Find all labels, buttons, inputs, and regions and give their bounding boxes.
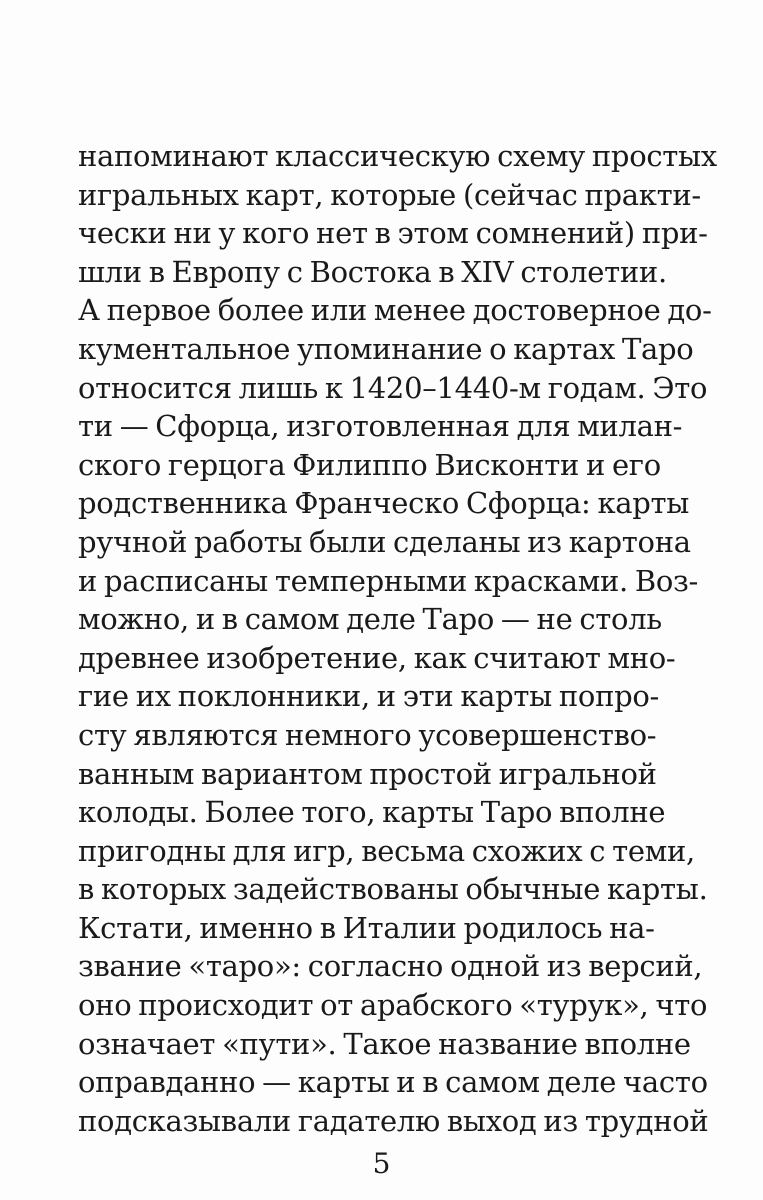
text-line: А первое более или менее достоверное до- xyxy=(78,293,712,328)
text-line: звание «таро»: согласно одной из версий, xyxy=(78,949,703,984)
body-text xyxy=(78,137,717,1140)
text-line: шли в Европу с Востока в XIV столетии. xyxy=(78,254,667,289)
text-line: игральных карт, которые (сейчас практи- xyxy=(78,177,701,212)
text-line: относится лишь к 1420–1440-м годам. Это xyxy=(78,370,708,405)
text-line: в которых задействованы обычные карты. xyxy=(78,872,708,907)
text-line: оно происходит от арабского «турук», что xyxy=(78,988,708,1023)
text-line: ручной работы были сделаны из картона xyxy=(78,524,691,559)
text-line: гие их поклонники, и эти карты попро- xyxy=(78,679,660,714)
text-line: ти — Сфорца, изготовленная для милан- xyxy=(78,409,683,444)
text-line: оправданно — карты и в самом деле часто xyxy=(78,1065,708,1100)
text-line: пригодны для игр, весьма схожих с теми, xyxy=(78,833,695,868)
text-line: означает «пути». Такое название вполне xyxy=(78,1026,691,1061)
text-line: колоды. Более того, карты Таро вполне xyxy=(78,795,666,830)
text-line: ского герцога Филиппо Висконти и его xyxy=(78,447,661,482)
text-line: подсказывали гадателю выход из трудной xyxy=(78,1103,709,1138)
text-line: можно, и в самом деле Таро — не столь xyxy=(78,602,662,637)
page-number: 5 xyxy=(372,1147,391,1180)
text-line: и расписаны темперными красками. Воз- xyxy=(78,563,699,598)
text-line: Кстати, именно в Италии родилось на- xyxy=(78,910,655,945)
text-line: чески ни у кого нет в этом сомнений) при- xyxy=(78,216,708,251)
text-line: родственника Франческо Сфорца: карты xyxy=(78,486,690,521)
text-line: древнее изобретение, как считают мно- xyxy=(78,640,676,675)
text-line: ванным вариантом простой игральной xyxy=(78,756,657,791)
text-line: напоминают классическую схему простых xyxy=(78,139,717,173)
text-line: кументальное упоминание о картах Таро xyxy=(78,331,694,366)
text-line: сту являются немного усовершенство- xyxy=(78,717,657,752)
